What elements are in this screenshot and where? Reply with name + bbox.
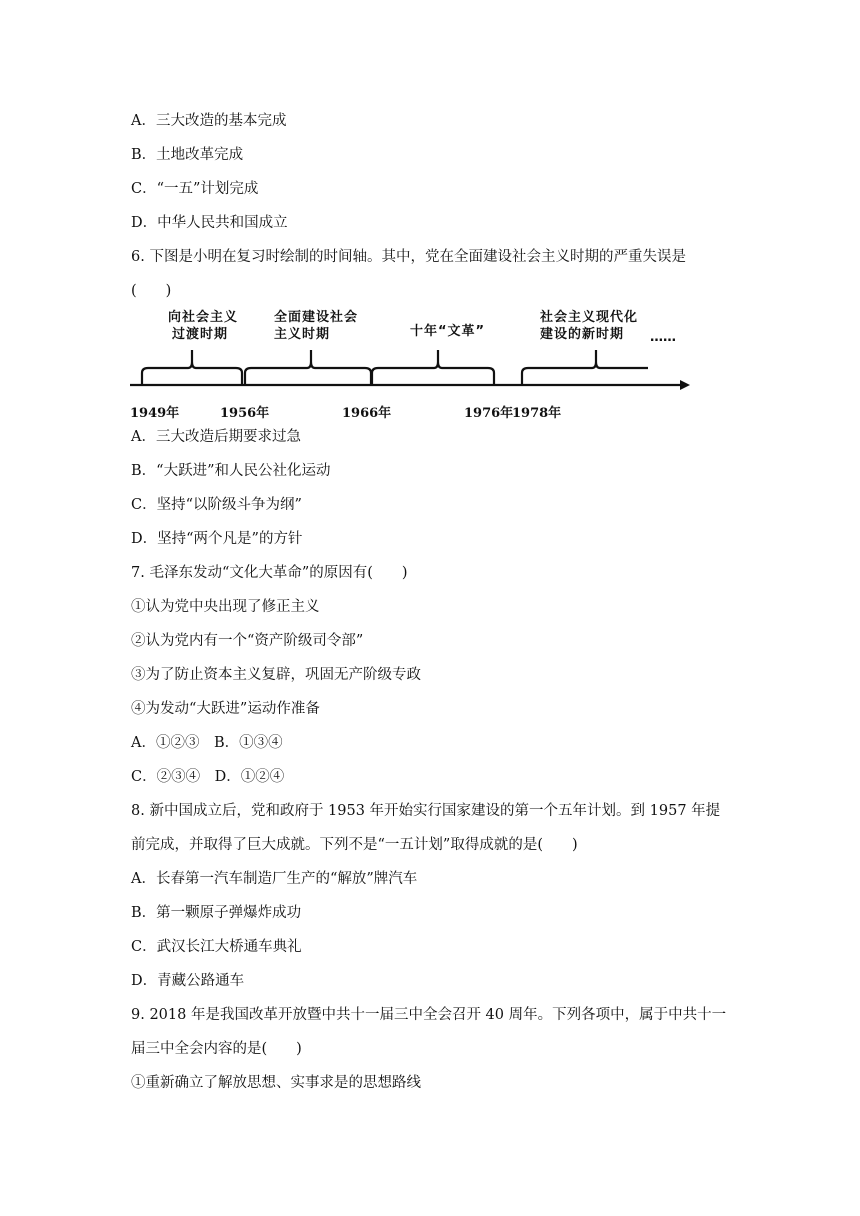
period-label-construction: 全面建设社会 主义时期 [274,310,359,342]
q6-stem-line1: 6. 下图是小明在复习时绘制的时间轴。其中，党在全面建设社会主义时期的严重失误是 [131,249,686,265]
year-1976: 1976年 [464,406,514,421]
q7-item-2: ②认为党内有一个“资产阶级司令部” [131,633,364,649]
q7-options-row2: C．②③④ D．①②④ [131,769,285,785]
q9-item-1: ①重新确立了解放思想、实事求是的思想路线 [131,1075,421,1091]
q8-stem-line2: 前完成，并取得了巨大成就。下列不是“一五计划”取得成就的是( ) [131,837,578,853]
q5-option-d: D．中华人民共和国成立 [131,215,288,231]
q8-stem-line1: 8. 新中国成立后，党和政府于 1953 年开始实行国家建设的第一个五年计划。到 1957 年提 [131,803,721,819]
q6-option-b: B．“大跃进”和人民公社化运动 [131,463,331,479]
q6-option-d: D．坚持“两个凡是”的方针 [131,531,303,547]
q7-item-1: ①认为党中央出现了修正主义 [131,599,320,615]
q6-option-c: C．坚持“以阶级斗争为纲” [131,497,302,513]
q8-option-d: D．青藏公路通车 [131,973,245,989]
year-1978: 1978年 [512,406,562,421]
brace-new-era [522,350,648,385]
q5-option-b: B．土地改革完成 [131,147,244,163]
q5-option-c: C．“一五”计划完成 [131,181,259,197]
year-1956: 1956年 [220,406,270,421]
q7-options-row1: A．①②③ B．①③④ [131,735,283,751]
period-label-new-era: 社会主义现代化 建设的新时期 [540,310,639,342]
brace-cultural-revolution [372,350,494,385]
brace-construction [245,350,371,385]
q5-option-a: A．三大改造的基本完成 [131,113,287,129]
brace-transition [142,350,242,385]
q8-option-a: A．长春第一汽车制造厂生产的“解放”牌汽车 [131,871,418,887]
timeline-ellipsis: …… [650,330,676,345]
q7-stem: 7. 毛泽东发动“文化大革命”的原因有( ) [131,565,408,581]
q8-option-c: C．武汉长江大桥通车典礼 [131,939,302,955]
period-label-transition: 向社会主义 过渡时期 [168,310,239,342]
year-1966: 1966年 [342,406,392,421]
timeline-arrowhead [680,380,690,390]
q8-option-b: B．第一颗原子弹爆炸成功 [131,905,302,921]
timeline-diagram [128,305,698,425]
q9-stem-line2: 届三中全会内容的是( ) [131,1041,302,1057]
q7-item-3: ③为了防止资本主义复辟，巩固无产阶级专政 [131,667,421,683]
q6-option-a: A．三大改造后期要求过急 [131,429,301,445]
period-label-cultural-revolution: 十年“文革” [410,324,486,339]
year-1949: 1949年 [130,406,180,421]
q9-stem-line1: 9. 2018 年是我国改革开放暨中共十一届三中全会召开 40 周年。下列各项中，属于中共十一 [131,1007,727,1023]
q6-stem-line2: ( ) [131,283,172,299]
q7-item-4: ④为发动“大跃进”运动作准备 [131,701,320,717]
